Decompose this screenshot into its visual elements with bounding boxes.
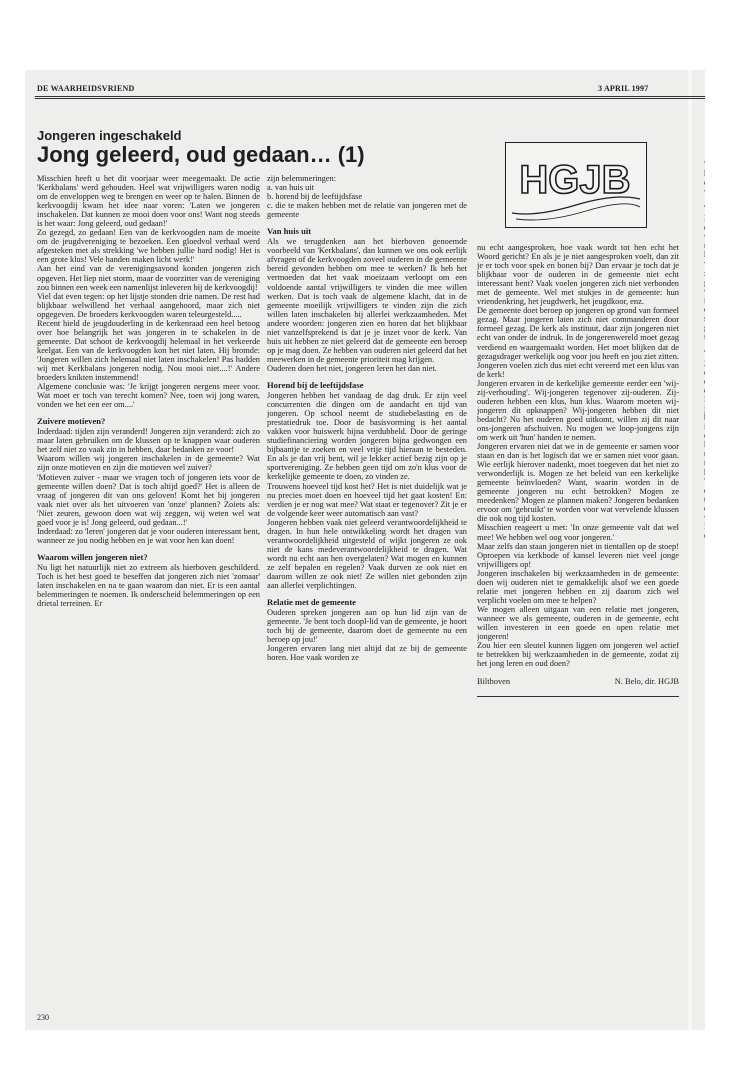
paragraph: Inderdaad: zo 'leren' jongeren dat je voor ouderen interessant bent, wanneer ze jou nodig hebben en je wat voor hen kan doen! <box>37 526 260 545</box>
hgjb-logo-graphic <box>506 143 645 226</box>
article-column-3 <box>477 243 679 1018</box>
paragraph: Maar zelfs dan staan jongeren niet in tientallen op de stoep! Oproepen via kerkbode of kansel leveren niet veel jonge vrijwilligers op! <box>477 541 679 569</box>
paragraph: b. horend bij de leeftijdsfase <box>267 192 363 202</box>
publication-date: 3 APRIL 1997 <box>598 84 649 93</box>
paragraph: a. van huis uit <box>267 183 314 193</box>
article-column-1 <box>37 174 260 1014</box>
paragraph: Nu ligt het natuurlijk niet zo extreem als hierboven geschilderd. Toch is het best goed te beseffen dat jongeren zich niet 'zomaar' laten inschakelen en na te gaan waarom dan niet. Er is een aantal belemmeringen te noemen. Ik onderscheid belemmeringen op een drietal terreinen. Er <box>37 562 260 609</box>
signoff-place: Bilthoven <box>477 677 511 687</box>
section-heading: Relatie met de gemeente <box>267 597 356 608</box>
signoff-author: N. Belo, dir. HGJB <box>614 677 679 687</box>
paragraph: Recent hield de jeugdouderling in de kerkenraad een heel betoog over hoe belangrijk het was jongeren in te schakelen in de gemeente. Dat schoot de kerkvoogdij helemaal in het verkeerde keelgat. Een van de kerkvoogden kon het niet laten. Hij bromde: 'Jongeren willen zich helemaal niet laten inschakelen! Pas hadden wij met Kerkbalans jongeren nodig. Nou mooi niet....!' Andere broeders knikten instemmend! <box>37 318 260 383</box>
publication-name: DE WAARHEIDSVRIEND <box>37 84 135 93</box>
paragraph: Aan het eind van de verenigingsavond konden jongeren zich opgeven. Het liep niet storm, maar de voorzitter van de vereniging zou binnen een week een namenlijst inleveren bij de kerkvoogdij! <box>37 264 260 292</box>
section-heading: Horend bij de leeftijdsfase <box>267 379 364 390</box>
paragraph: Misschien reageert u met: 'In onze gemeente valt dat wel mee! We hebben wel oog voor jongeren.' <box>477 523 679 542</box>
paragraph: zijn belemmeringen: <box>267 174 337 183</box>
article-end-rule <box>477 696 679 697</box>
article-kicker: Jongeren ingeschakeld <box>37 128 182 143</box>
paragraph: Als we terugdenken aan het hierboven genoemde voorbeeld van 'Kerkbalans', dan kunnen we ons ook eerlijk afvragen of de kerkvoogden zoveel ouderen in de gemeente bereid gevonden hebben om mee te werken? Ik heb het vermoeden dat het vaak moeizaam verloopt om een voldoende aantal vrijwilligers te vinden die mee willen werken. Dat is toch vaak de algemene klacht, dat in de gemeente moeilijk vrijwilligers te vinden zijn die zich willen laten inschakelen bij allerlei werkzaamheden. Met andere woorden: jongeren zien en horen dat het blijkbaar niet vanzelfsprekend is dat je je inzet voor de kerk. Van huis uit hebben ze niet geleerd dat de gemeente een beroep op je mag doen. Ze hebben van ouderen niet geleerd dat het meewerken in de gemeente prioriteit mag krijgen. <box>267 237 467 364</box>
newspaper-page <box>25 70 705 1030</box>
article-title: Jong geleerd, oud gedaan… (1) <box>37 142 365 167</box>
page-number: 230 <box>37 1013 49 1022</box>
paragraph <box>704 160 705 196</box>
section-heading: Van huis uit <box>267 226 312 237</box>
paragraph: Misschien heeft u het dit voorjaar weer meegemaakt. De actie 'Kerkbalans' werd gehouden. Heel wat vrijwilligers waren nodig om de enveloppen weg te brengen en weer op te halen. Binnen de kerkvoogdij kwam het idee naar voren: 'Laten we jongeren inschakelen. Dat kunnen ze mooi doen voor ons! Want nog steeds is het waar: Jong geleerd, oud gedaan!' <box>37 174 260 229</box>
header-rule-double <box>35 98 705 99</box>
paragraph: Ouderen spreken jongeren aan op hun lid zijn van de gemeente. 'Je bent toch doopl-lid van de gemeente, je hoort toch bij de gemeente, daarom doet de gemeente nu een beroep op jou!' <box>267 608 467 645</box>
article-signoff <box>477 677 679 686</box>
paragraph: c. die te maken hebben met de relatie van jongeren met de gemeente <box>267 201 467 220</box>
paragraph <box>704 214 705 341</box>
article-column-2 <box>267 174 467 1014</box>
paragraph: Jongeren ervaren lang niet altijd dat ze bij de gemeente horen. Hoe vaak worden ze <box>267 644 467 663</box>
hgjb-logo <box>505 142 647 228</box>
paragraph: Zo gezegd, zo gedaan! Een van de kerkvoogden nam de moeite om de jeugdvereniging te bezoeken. Een gloedvol verhaal werd afgesteken met als strekking 'we hebben jullie hard nodig! Het is een grote klus! Vele handen maken licht werk!' <box>37 228 260 265</box>
header-rule <box>35 96 705 97</box>
paragraph: We mogen alleen uitgaan van een relatie met jongeren, wanneer we als gemeente, ouderen in de gemeente, echt willen investeren in een goede en open relatie met jongeren! <box>477 604 679 642</box>
paragraph: Trouwens hoeveel tijd kost het? Het is niet duidelijk wat je nu precies moet doen en hoeveel tijd het gaat kosten! En: verdien je er nog wat mee? Wat staat er tegenover? Zit je er de volgende keer weer automatisch aan vast? <box>267 481 467 518</box>
section-heading: Waarom willen jongeren niet? <box>37 551 148 562</box>
logo-text: HGJB <box>519 158 631 202</box>
paragraph: 'Motieven zuiver - maar we vragen toch of jongeren iets voor de gemeente willen doen? Dat is toch altijd goed?' Het is alleen de vraag of jongeren dit van ons geloven! Komt het bij jongeren vaak niet over als het uitvoeren van 'onze' plannen? Zoiets als: 'Niet zeuren, gewoon doen wat wij zeggen, wij weten wel wat goed voor je is! Jong geleerd, oud gedaan...!' <box>37 472 260 527</box>
paragraph: Zou hier een sleutel kunnen liggen om jongeren wel actief te betrekken bij werkzaamheden in de gemeente, zodat zij het jong leren en oud doen? <box>477 641 679 669</box>
paragraph: Inderdaad: tijden zijn veranderd! Jongeren zijn veranderd: zich zo maar laten gebruiken om de klussen op te knappen waar ouderen het zelf niet zo vaak zin in hebben, daar bedanken ze voor! <box>37 427 260 455</box>
paragraph: Jongeren hebben vaak niet geleerd verantwoordelijkheid te dragen. In hun hele ontwikkeling wordt het dragen van verantwoordelijkheid uitgesteld of wijkt jongeren ze ook niet de kans medeverantwoordelijkheid te dragen. Wat wordt nu echt aan hen overgelaten? Wat mogen en kunnen ze zelf bepalen en regelen? Vaak durven ze ook niet en daarom willen ze ook niet! Ze willen niet gebonden zijn aan allerlei verplichtingen. <box>267 517 467 591</box>
paragraph: Jongeren ervaren niet dat we in de gemeente er samen voor staan en dan is het logisch dat we er samen niet voor gaan. Wie eerlijk hierover nadenkt, moet toegeven dat het niet zo verwonderlijk is. Mogen ze het beleid van een kerkelijke gemeente beïnvloeden? Want, waarin worden in de gemeente jongeren nu echt betrokken? Mogen ze meedenken? Mogen ze plannen maken? Jongeren bedanken ervoor om 'gebruikt' te worden voor wat vervelende klussen die ook nog tijd kosten. <box>477 442 679 524</box>
paragraph: De gemeente doet beroep op jongeren op grond van formeel gezag. Maar jongeren laten zich niet commanderen door formeel gezag. De kerk als instituut, daar zijn jongeren niet echt van onder de indruk. In de jongerenwereld moet gezag verdiend en waargemaakt worden. Het moet blijken dat de gezagsdrager werkelijk oog voor jou heeft en jou ziet zitten. Jongeren voelen zich dus niet echt vereerd met een klus van de kerk! <box>477 306 679 379</box>
paragraph: Ouderen doen het niet, jongeren leren het dan niet. <box>267 363 437 373</box>
paragraph <box>704 359 705 540</box>
section-heading: Zuivere motieven? <box>37 416 106 427</box>
paragraph: Jongeren hebben het vandaag de dag druk. Er zijn veel concurrenten die dingen om de aandacht en tijd van jongeren. Op school neemt de studiebelasting en de prestatiedruk toe. Door de basisvorming is het aantal vakken voor huiswerk bijna verdubbeld. Door de geringe studiefinanciering worden jongeren bijna gedwongen een bijbaantje te zoeken en veel vrije tijd hieraan te besteden. En als je dan vrij bent, wil je lekker actief bezig zijn op je sportvereniging. Ze hebben geen tijd om zo'n klus voor de kerkelijke gemeente te doen, zo vinden ze. <box>267 391 467 482</box>
section-heading <box>704 349 705 358</box>
page-gutter <box>688 70 692 1030</box>
paragraph: Waarom willen wij jongeren inschakelen in de gemeente? Wat zijn onze motieven en zijn die motieven wel zuiver? <box>37 454 260 473</box>
next-article-column <box>704 160 705 1020</box>
section-heading <box>704 204 705 213</box>
paragraph: Jongeren ervaren in de kerkelijke gemeente eerder een 'wij-zij-verhouding'. Wij-jongeren tegenover zij-ouderen. Zij-ouderen hebben een klus, hun klus. Waarom moeten wij-jongeren dit opknappen? Wij-jongeren hebben dit niet bedacht? Nu het ouderen goed uitkomt, willen zij dit naar ons-jongeren afschuiven. Nu mogen we loop-jongens zijn om werk uit 'hun' handen te nemen. <box>477 378 679 442</box>
paragraph: Algemene conclusie was: 'Je krijgt jongeren nergens meer voor. Wat moet er toch van terecht komen? Nee, toen wij jong waren, vonden we het een eer om....' <box>37 382 260 410</box>
paragraph: Jongeren inschakelen bij werkzaamheden in de gemeente: doen wij ouderen niet te gemakkelijk alsof we een goede relatie met jongeren hebben en zij daarom zich wel verplicht voelen om mee te helpen? <box>477 568 679 605</box>
paragraph: Viel dat even tegen: op het lijstje stonden drie namen. De rest had blijkbaar welwillend het verhaal aangehoord, maar zich niet opgegeven. De broeders kerkvoogden waren teleurgesteld..... <box>37 291 260 319</box>
paragraph: nu echt aangesproken, hoe vaak wordt tot hen echt het Woord gericht? En als je je niet aangesproken voelt, dan zit je er toch voor spek en bonen bij? Dan ervaar je toch dat je blijkbaar voor de ouderen in de gemeente niet echt interessant bent? Vaak voelen jongeren zich niet verbonden met de gemeente. Wel met stukjes in de gemeente: hun vriendenkring, het jeugdwerk, het jeugdkoor, enz. <box>477 243 679 307</box>
